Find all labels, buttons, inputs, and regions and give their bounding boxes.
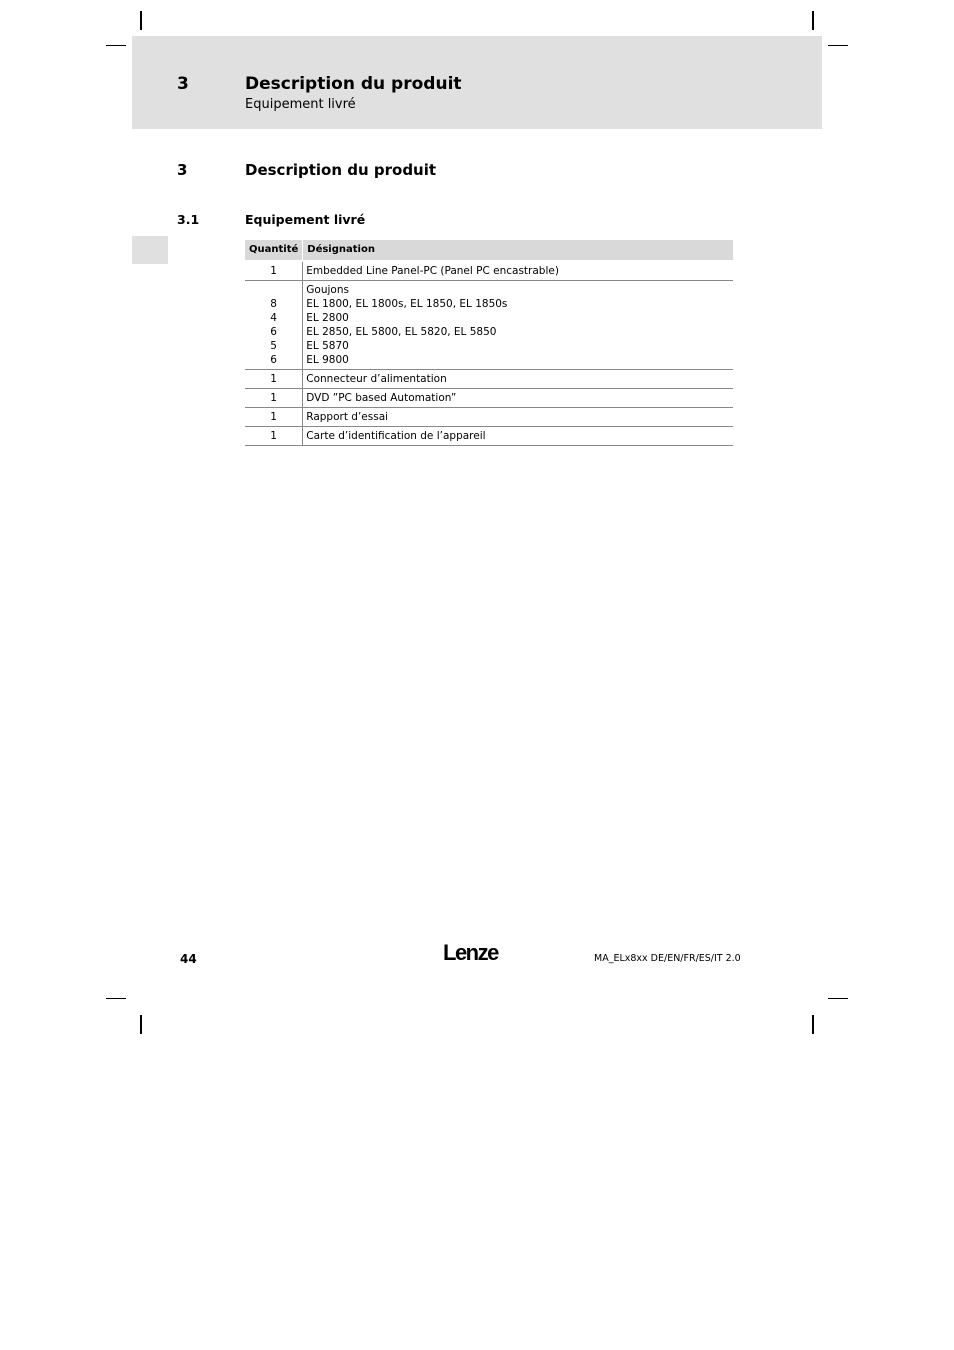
designation-cell: Embedded Line Panel-PC (Panel PC encastrable) xyxy=(303,261,733,281)
table-row xyxy=(245,370,733,389)
subsection-number: 3.1 xyxy=(177,212,200,227)
crop-mark xyxy=(812,1015,814,1034)
quantity-header: Quantité xyxy=(245,240,303,261)
chapter-subtitle: Equipement livré xyxy=(245,97,356,112)
delivery-table xyxy=(245,240,733,446)
designation-cell: Carte d’identification de l’appareil xyxy=(303,427,733,446)
designation-cell: Rapport d’essai xyxy=(303,408,733,427)
crop-mark xyxy=(812,11,814,30)
page-number: 44 xyxy=(180,952,197,966)
table-row xyxy=(245,281,733,370)
quantity-cell: 1 xyxy=(245,408,303,427)
crop-mark xyxy=(106,998,126,999)
quantity-cell: 1 xyxy=(245,370,303,389)
crop-mark xyxy=(106,45,126,46)
lenze-logo: Lenze xyxy=(443,940,498,965)
quantity-cell: 1 xyxy=(245,261,303,281)
table-row xyxy=(245,261,733,281)
table-header-row xyxy=(245,240,733,261)
quantity-cell: 8 4 6 5 6 xyxy=(245,281,303,370)
subsection-title: Equipement livré xyxy=(245,212,366,227)
table-row xyxy=(245,427,733,446)
document-code: MA_ELx8xx DE/EN/FR/ES/IT 2.0 xyxy=(594,953,741,964)
header-band xyxy=(132,36,822,129)
quantity-cell: 1 xyxy=(245,389,303,408)
chapter-title: Description du produit xyxy=(245,74,462,94)
table-row xyxy=(245,408,733,427)
side-tab-marker xyxy=(132,236,168,264)
designation-cell: Connecteur d’alimentation xyxy=(303,370,733,389)
designation-cell: Goujons EL 1800, EL 1800s, EL 1850, EL 1850s EL 2800 EL 2850, EL 5800, EL 5820, EL 5850 EL 5870 EL 9800 xyxy=(303,281,733,370)
table-row xyxy=(245,389,733,408)
crop-mark xyxy=(828,998,848,999)
section-number: 3 xyxy=(177,161,188,179)
chapter-number: 3 xyxy=(177,74,189,94)
quantity-cell: 1 xyxy=(245,427,303,446)
designation-cell: DVD ”PC based Automation” xyxy=(303,389,733,408)
designation-header: Désignation xyxy=(303,240,733,261)
section-title: Description du produit xyxy=(245,161,437,179)
crop-mark xyxy=(140,11,142,30)
crop-mark xyxy=(140,1015,142,1034)
crop-mark xyxy=(828,45,848,46)
